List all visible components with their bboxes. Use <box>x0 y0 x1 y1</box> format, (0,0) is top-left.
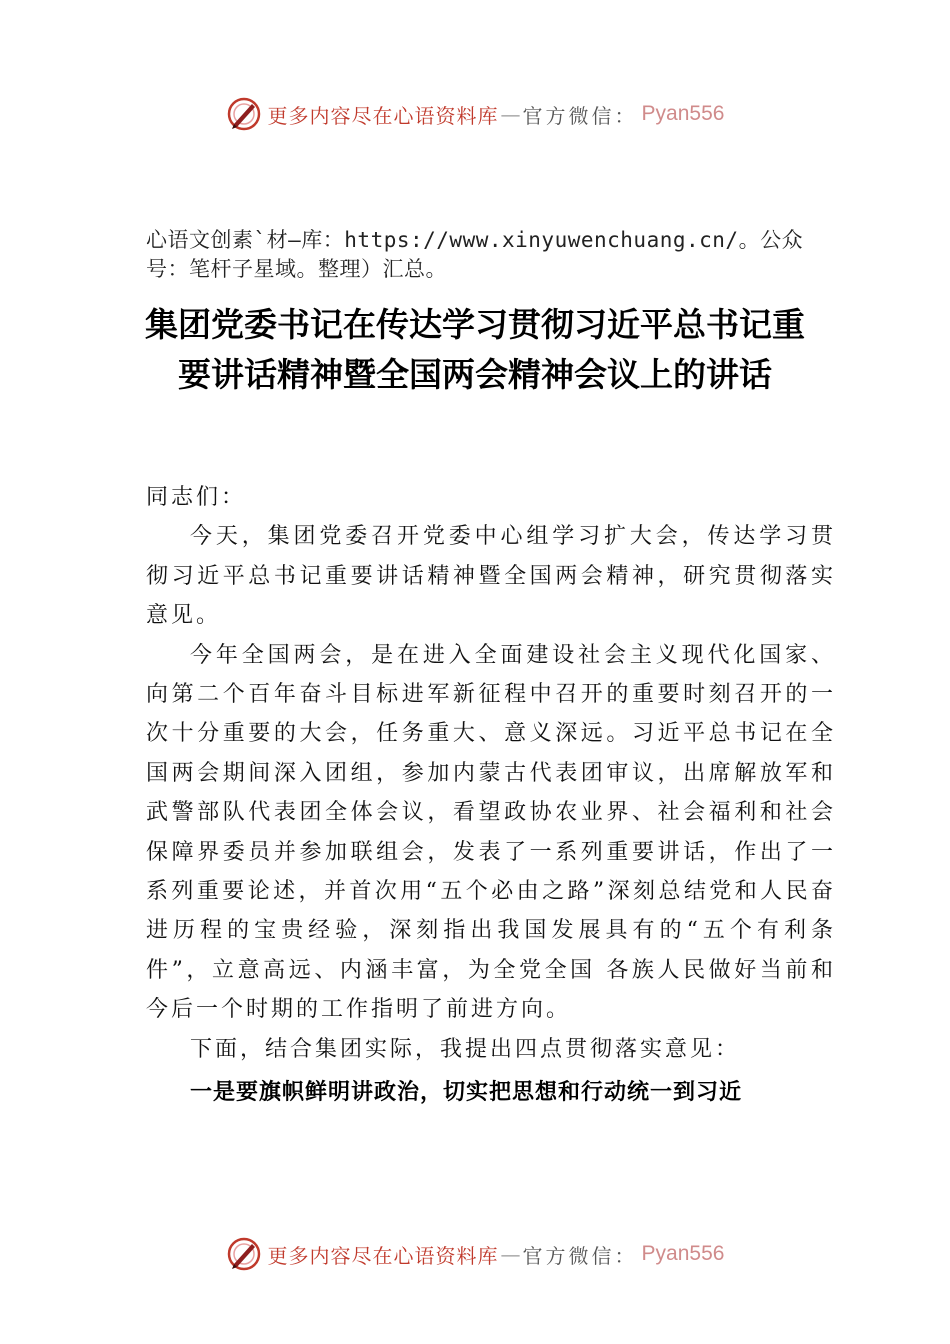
paragraph: 今年全国两会，是在进入全面建设社会主义现代化国家、向第二个百年奋斗目标进军新征程中召开的重要时刻召开的一次十分重要的大会，任务重大、意义深远。习近平总书记在全国两会期间深入团组，参加内蒙古代表团审议，出席解放军和武警部队代表团全体会议，看望政协农业界、社会福利和社会保障界委员并参加联组会，发表了一系列重要讲话，作出了一系列重要论述，并首次用“五个必由之路”深刻总结党和人民奋进历程的宝贵经验，深刻指出我国发展具有的“五个有利条件”，立意高远、内涵丰富，为全党全国 各族人民做好当前和今后一个时期的工作指明了前进方向。 <box>146 642 836 1023</box>
document-title: 集团党委书记在传达学习贯彻习近平总书记重要讲话精神暨全国两会精神会议上的讲话 <box>145 305 805 394</box>
footer-banner <box>0 1232 950 1276</box>
paragraph: 今天，集团党委召开党委中心组学习扩大会，传达学习贯彻习近平总书记重要讲话精神暨全国两会精神，研究贯彻落实意见。 <box>146 524 836 629</box>
section-heading: 一是要旗帜鲜明讲政治，切实把思想和行动统一到习近 <box>190 1080 743 1106</box>
banner-separator: — <box>500 102 521 126</box>
banner-wechat-label: 官方微信： <box>522 103 638 128</box>
document-body <box>146 478 836 1113</box>
banner-brand-text: 更多内容尽在心语资料库 <box>267 1243 499 1268</box>
source-note: 心语文创素`材—库：https://www.xinyuwenchuang.cn/。公众号：笔杆子星域。整理）汇总。 <box>146 228 804 281</box>
header-banner <box>0 92 950 136</box>
banner-brand-text: 更多内容尽在心语资料库 <box>267 103 499 128</box>
banner-separator: — <box>500 1242 521 1266</box>
pen-circle-logo-icon <box>226 1236 262 1272</box>
paragraph: 下面，结合集团实际，我提出四点贯彻落实意见： <box>190 1036 741 1062</box>
pen-circle-logo-icon <box>226 96 262 132</box>
salutation: 同志们： <box>146 485 247 510</box>
banner-wechat-id: Pyan556 <box>641 102 725 125</box>
banner-wechat-id: Pyan556 <box>641 1242 725 1265</box>
banner-wechat-label: 官方微信： <box>522 1243 638 1268</box>
